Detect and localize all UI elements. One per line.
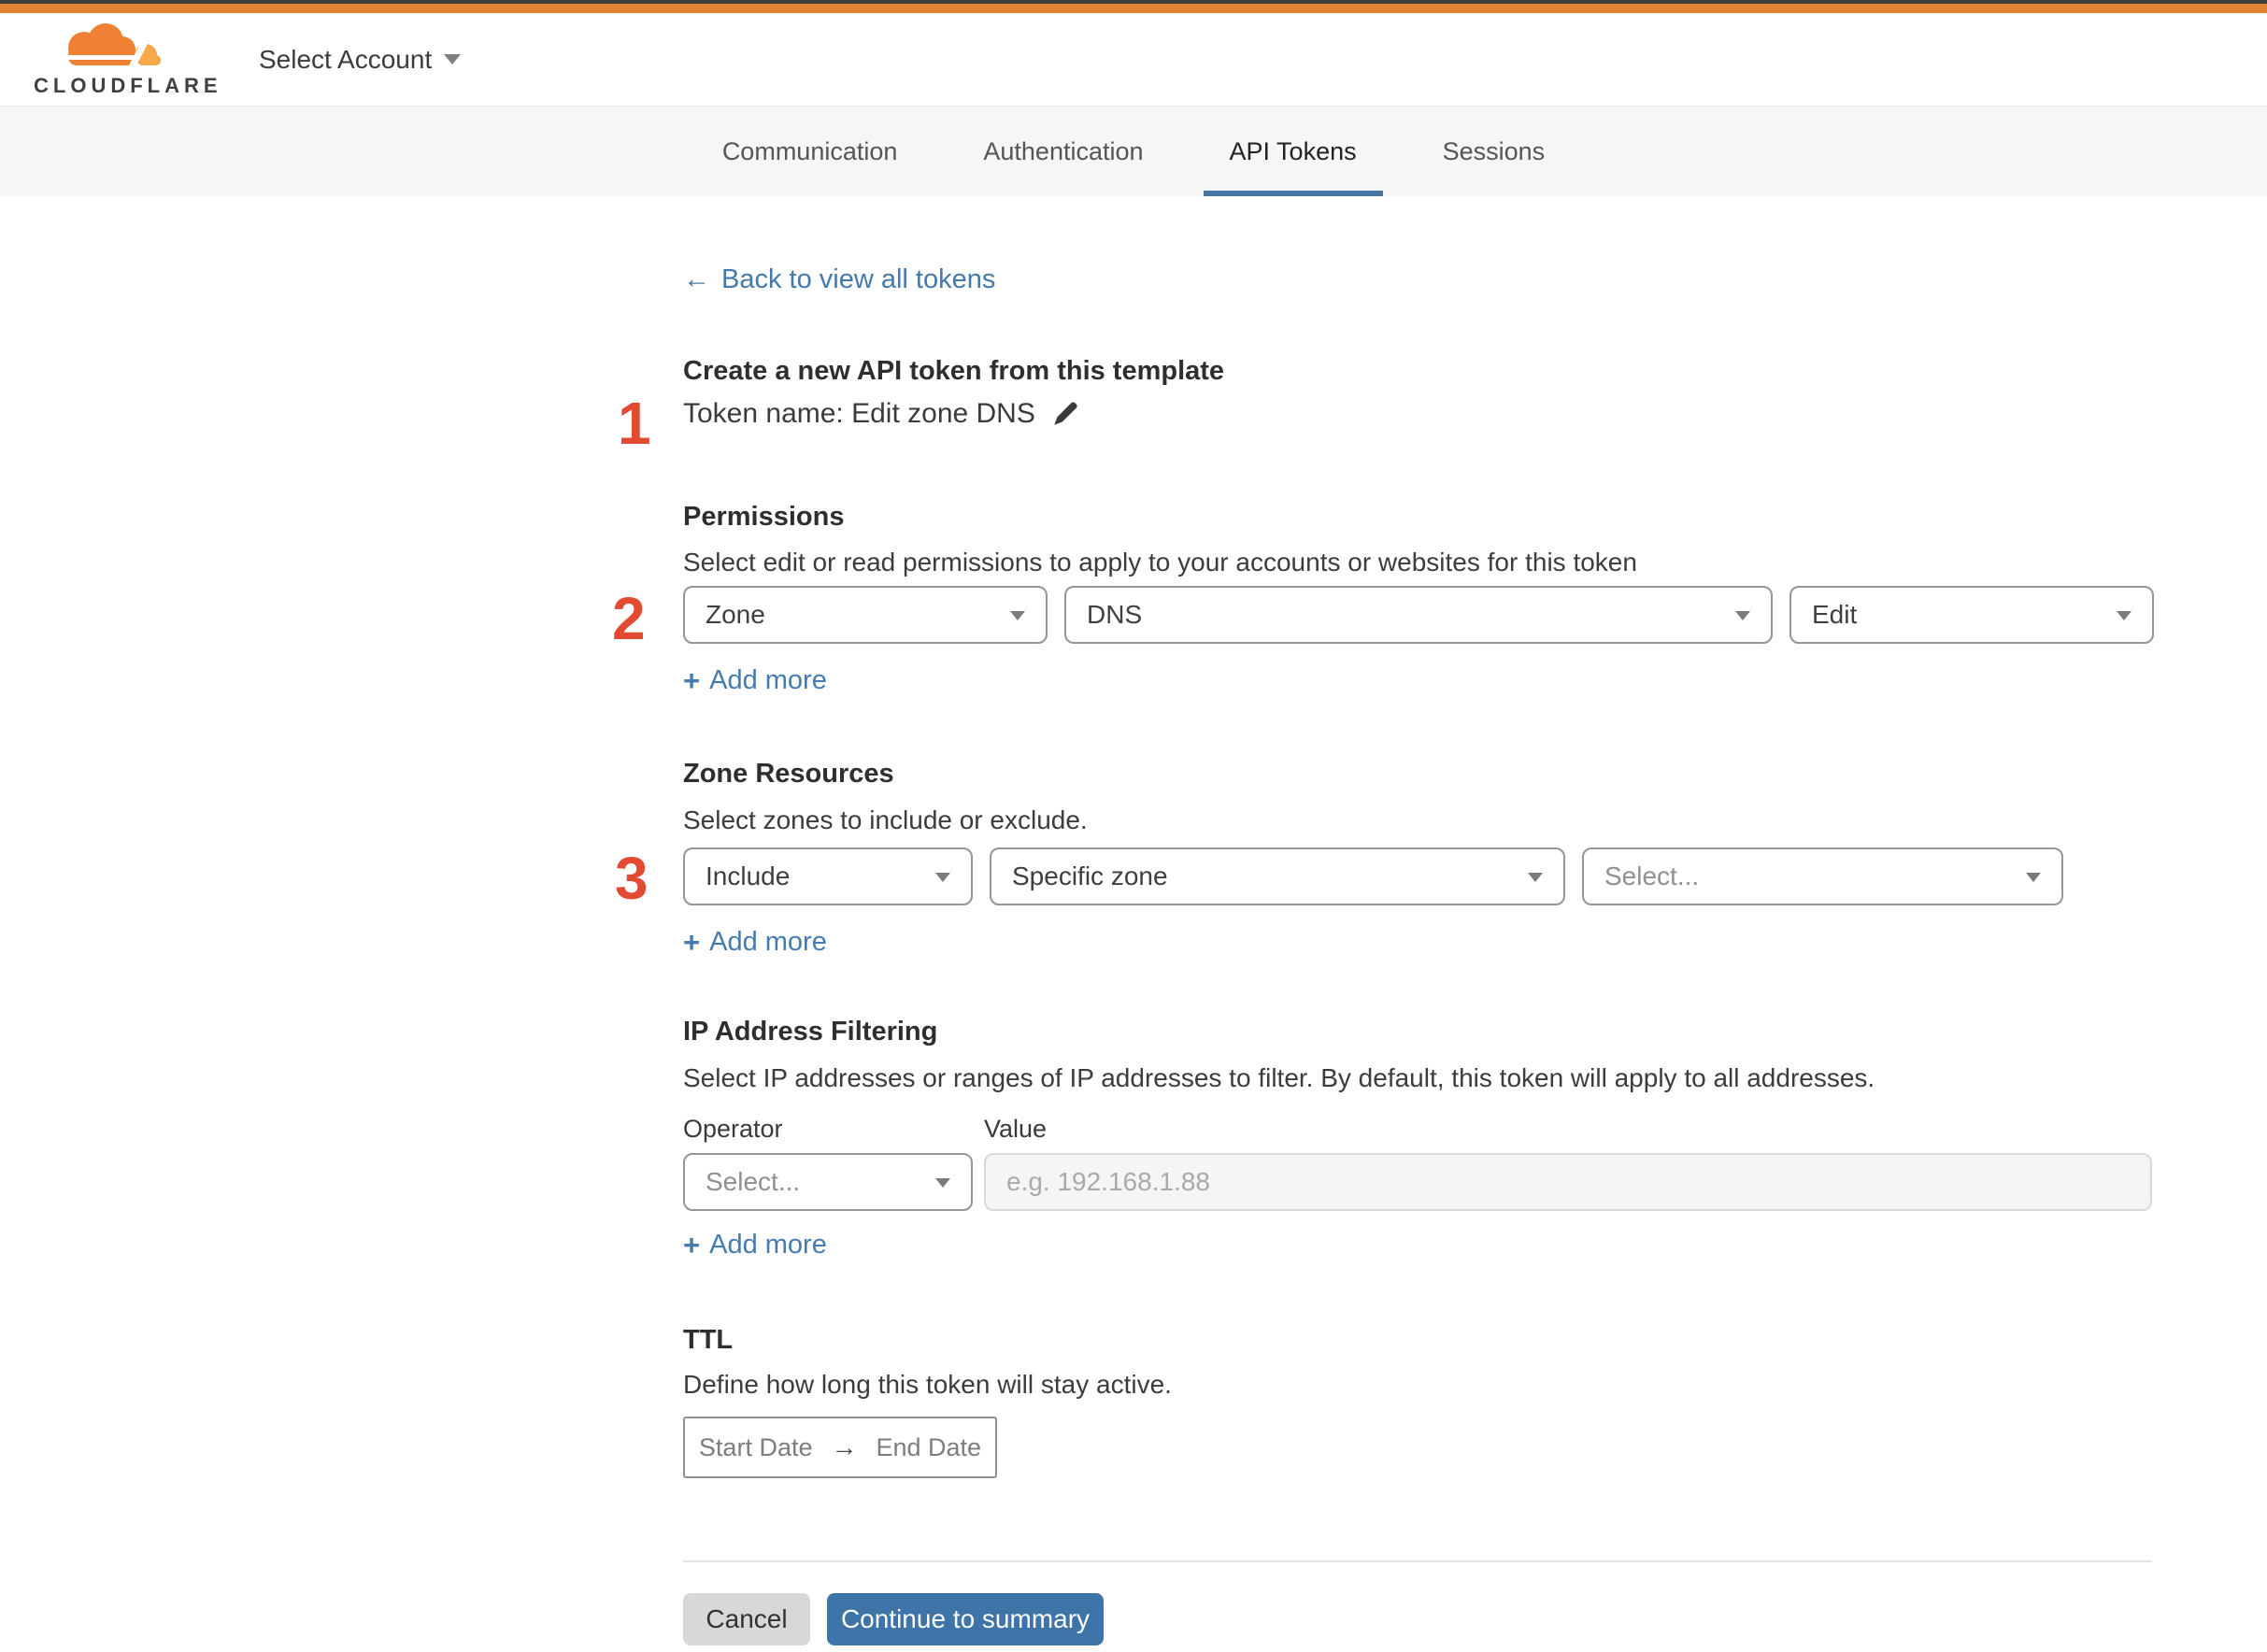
zone-resources-title: Zone Resources: [683, 759, 894, 789]
ip-value-input[interactable]: [984, 1153, 2152, 1211]
cancel-button[interactable]: Cancel: [683, 1593, 810, 1645]
chevron-down-icon: [935, 873, 950, 882]
operator-label: Operator: [683, 1115, 783, 1143]
ip-filtering-description: Select IP addresses or ranges of IP addresses to filter. By default, this token will apply to all addresses.: [683, 1063, 1875, 1092]
ttl-title: TTL: [683, 1325, 734, 1355]
plus-icon: +: [683, 926, 701, 959]
edit-pencil-icon[interactable]: [1050, 399, 1080, 429]
permission-scope-select[interactable]: Zone: [683, 586, 1048, 644]
chevron-down-icon: [935, 1178, 950, 1188]
arrow-right-icon: →: [831, 1432, 858, 1461]
tab-authentication[interactable]: Authentication: [983, 136, 1144, 165]
header: [0, 13, 2267, 106]
start-date-field: Start Date: [698, 1432, 813, 1461]
ip-operator-select[interactable]: Select...: [683, 1153, 973, 1211]
token-name-row: [683, 398, 1080, 430]
zone-name-select[interactable]: Select...: [1582, 847, 2063, 905]
account-selector[interactable]: [259, 13, 461, 106]
plus-icon: +: [683, 664, 701, 697]
top-orange-strip: [0, 4, 2267, 13]
plus-icon: +: [683, 1229, 701, 1261]
permissions-add-more-link[interactable]: + Add more: [683, 664, 827, 697]
ttl-date-range-picker[interactable]: [683, 1417, 997, 1478]
step-marker-3: 3: [615, 845, 649, 912]
value-label: Value: [984, 1115, 1048, 1143]
back-arrow-icon: ←: [683, 264, 710, 294]
step-marker-1: 1: [618, 390, 651, 457]
ip-filtering-row: [683, 1153, 2152, 1211]
back-link-label: Back to view all tokens: [721, 264, 996, 294]
zone-include-select[interactable]: Include: [683, 847, 973, 905]
permissions-description: Select edit or read permissions to apply to your accounts or websites for this token: [683, 548, 1637, 577]
tab-sessions[interactable]: Sessions: [1442, 136, 1546, 165]
token-name-text: Token name: Edit zone DNS: [683, 398, 1035, 429]
chevron-down-icon: [2117, 611, 2132, 620]
tab-api-tokens[interactable]: API Tokens: [1204, 107, 1383, 196]
permission-group-select[interactable]: DNS: [1064, 586, 1773, 644]
cloudflare-wordmark: CLOUDFLARE: [34, 74, 222, 97]
permission-level-select[interactable]: Edit: [1789, 586, 2154, 644]
zone-resources-add-more-link[interactable]: + Add more: [683, 926, 827, 959]
cloudflare-logo[interactable]: [34, 22, 222, 98]
account-selector-label: Select Account: [259, 44, 433, 74]
continue-to-summary-button[interactable]: Continue to summary: [827, 1593, 1104, 1645]
ip-filtering-add-more-link[interactable]: + Add more: [683, 1229, 827, 1261]
step-marker-2: 2: [612, 585, 646, 652]
zone-type-select[interactable]: Specific zone: [990, 847, 1565, 905]
tab-bar: [0, 106, 2267, 196]
end-date-field: End Date: [876, 1432, 982, 1461]
chevron-down-icon: [1010, 611, 1025, 620]
tab-communication[interactable]: Communication: [721, 136, 898, 165]
permissions-row: [683, 586, 2154, 644]
zone-resources-row: [683, 847, 2063, 905]
permissions-title: Permissions: [683, 502, 845, 532]
page-title: Create a new API token from this template: [683, 356, 1225, 386]
footer-divider: [683, 1560, 2152, 1562]
ip-filtering-title: IP Address Filtering: [683, 1017, 938, 1047]
cloudflare-cloud-icon: [52, 59, 176, 75]
ttl-description: Define how long this token will stay active.: [683, 1370, 1172, 1399]
back-to-tokens-link[interactable]: [683, 264, 995, 295]
chevron-down-icon: [1528, 873, 1543, 882]
zone-resources-description: Select zones to include or exclude.: [683, 805, 1088, 834]
chevron-down-icon: [2026, 873, 2041, 882]
chevron-down-icon: [1735, 611, 1750, 620]
chevron-down-icon: [444, 54, 461, 64]
